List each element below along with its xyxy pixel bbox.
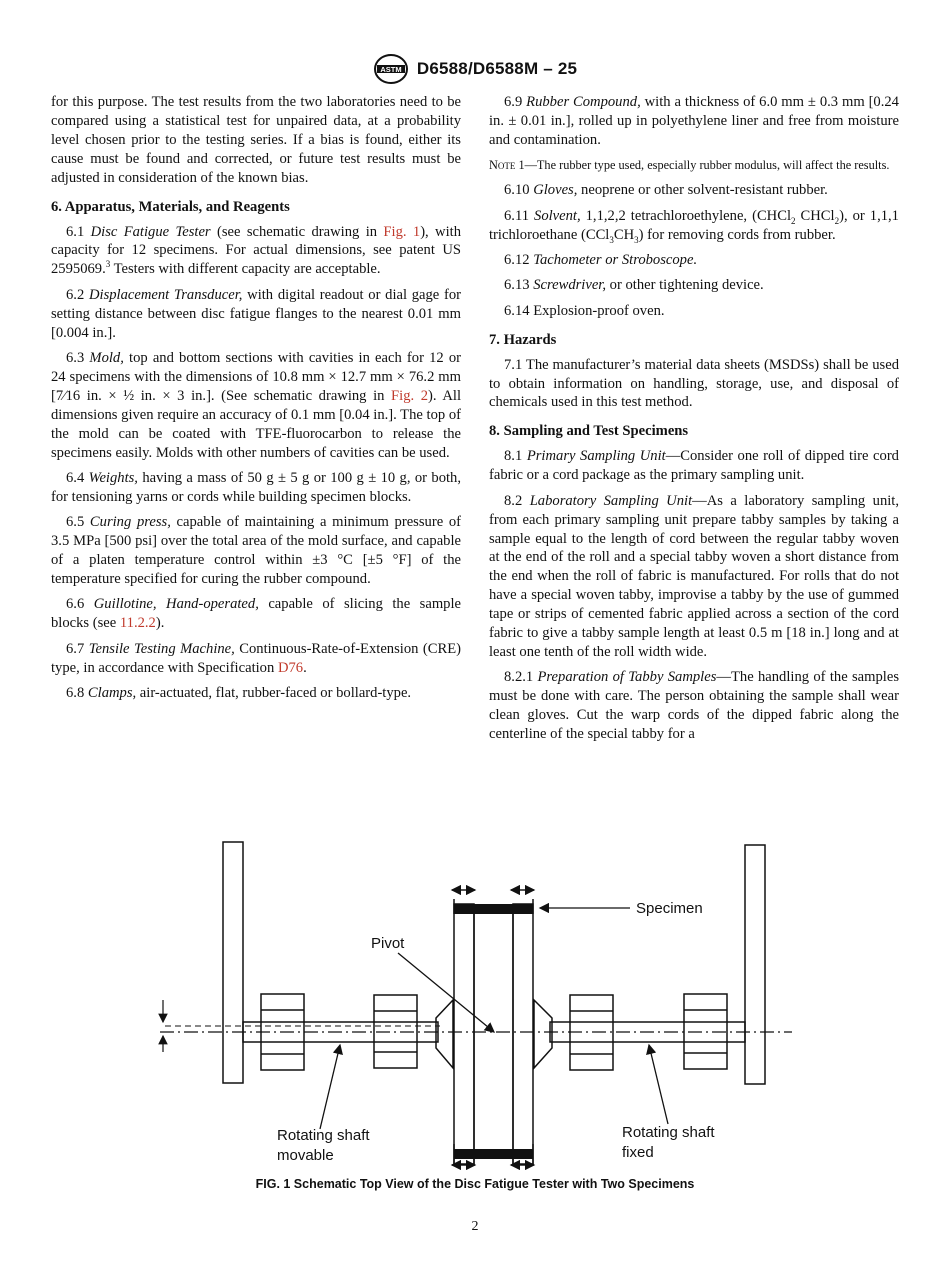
paragraph-continuation: for this purpose. The test results from the two laboratories need to be compared using a statistical test for unpaired data, at a probability level chosen prior to the testing series. If a bias is found, either its cause must be found and corrected, or future test results must be adjusted in consideration of the known bias. — [51, 94, 461, 186]
link-fig-2[interactable]: Fig. 2 — [391, 387, 429, 404]
paragraph-6-12: 6.12 Tachometer or Stroboscope. — [504, 251, 698, 268]
astm-logo-icon — [373, 53, 409, 85]
paragraph-6-9: 6.9 Rubber Compound, with a thickness of 6.0 mm ± 0.3 mm [0.24 in. ± 0.01 in.], rolled up in polyethylene liner and free from moisture and contamination. — [489, 94, 899, 148]
paragraph-6-5: 6.5 Curing press, capable of maintaining a minimum pressure of 3.5 MPa [500 psi] over the total area of the mold surface, and capable of a platen temperature control within ±3 °C [±5 °F] of the temperature specified for curing the rubber compound. — [51, 514, 461, 587]
specimen-top — [454, 904, 533, 914]
pivot-leader — [398, 953, 494, 1032]
page-number: 2 — [471, 1219, 479, 1234]
right-disc — [513, 904, 533, 1164]
left-disc — [454, 904, 474, 1164]
paragraph-6-8: 6.8 Clamps, air-actuated, flat, rubber-faced or bollard-type. — [66, 684, 412, 701]
link-d76[interactable]: D76 — [277, 659, 304, 676]
label-fixed-line-1: Rotating shaft — [622, 1124, 715, 1141]
paragraph-6-7: 6.7 Tensile Testing Machine, Continuous-Rate-of-Extension (CRE) type, in accordance with Specification D76. — [51, 640, 461, 676]
paragraph-6-1: 6.1 Disc Fatigue Tester (see schematic drawing in Fig. 1), with capacity for 12 specimens. For actual dimensions, see patent US 2595069.$^3$ Testers with different capacity are acceptable. — [51, 223, 461, 278]
paragraph-8-2: 8.2 Laboratory Sampling Unit—As a laboratory sampling unit, from each primary sampling unit prepare tabby samples by taking a sample equal to the length of cord between the regular tabby woven at the end of the roll and a special tabby woven a short distance from the end when the roll of fabric is manufactured. For rolls that do not have a special woven tabby, improvise a tabby by the use of gummed tape or strips of cemented fabric applied across a section of the cord fabric to give a tabby sample length at least 0.5 m [18 in.] long and at least one tenth of the roll width wide. — [489, 492, 899, 660]
label-pivot: Pivot — [371, 935, 405, 952]
paragraph-8-1: 8.1 Primary Sampling Unit—Consider one roll of dipped tire cord fabric or a cord package as the primary sampling unit. — [489, 448, 899, 484]
paragraph-6-6: 6.6 Guillotine, Hand-operated, capable of slicing the sample blocks (see 11.2.2). — [51, 596, 462, 632]
paragraph-6-10: 6.10 Gloves, neoprene or other solvent-resistant rubber. — [504, 182, 828, 199]
paragraph-8-2-1: 8.2.1 Preparation of Tabby Samples—The handling of the samples must be done with care. The person obtaining the sample shall wear clean gloves. Cut the warp cords of the dipped fabric along the centerline of the special tabby for a — [489, 669, 899, 743]
figure-1-schematic — [150, 832, 800, 1172]
link-fig-1[interactable]: Fig. 1 — [383, 223, 421, 240]
paragraph-6-14: 6.14 Explosion-proof oven. — [504, 302, 665, 319]
paragraph-7-1: 7.1 The manufacturer’s material data sheets (MSDSs) shall be used to obtain information on handling, storage, use, and disposal of chemicals used in this test method. — [489, 356, 899, 411]
right-end-plate — [745, 845, 765, 1084]
logo-text: ASTM — [380, 65, 402, 74]
note-1: Note 1—The rubber type used, especially rubber modulus, will affect the results. — [489, 157, 890, 172]
label-fixed-line-2: fixed — [622, 1144, 654, 1161]
paragraph-6-13: 6.13 Screwdriver, or other tightening device. — [504, 277, 764, 294]
paragraph-6-4: 6.4 Weights, having a mass of 50 g ± 5 g or 100 g ± 10 g, or both, for tensioning yarns or cords while building specimen blocks. — [51, 469, 461, 505]
term-disc-fatigue-tester: Disc Fatigue Tester — [90, 223, 211, 240]
left-column — [51, 93, 461, 709]
specimen-bottom — [454, 1149, 533, 1159]
section-heading-6: 6. Apparatus, Materials, and Reagents — [51, 198, 290, 215]
figure-1-caption: FIG. 1 Schematic Top View of the Disc Fatigue Tester with Two Specimens — [255, 1177, 695, 1191]
label-movable-line-2: movable — [277, 1147, 334, 1164]
section-heading-7: 7. Hazards — [489, 331, 557, 348]
document-designation: D6588/D6588M – 25 — [416, 59, 578, 78]
left-end-plate — [223, 842, 243, 1083]
fixed-shaft-leader — [649, 1045, 668, 1124]
paragraph-6-2: 6.2 Displacement Transducer, with digital readout or dial gage for setting distance between disc fatigue flanges to the nearest 0.01 mm [0.004 in.]. — [51, 286, 462, 341]
right-column — [489, 93, 899, 750]
movable-shaft-leader — [320, 1045, 340, 1129]
paragraph-6-3: 6.3 Mold, top and bottom sections with cavities in each for 12 or 24 specimens with the dimensions of 10.8 mm × 12.7 mm × 76.2 mm [7⁄16 in. × ½ in. × 3 in.]. (See schematic drawing in Fig. 2). All dimensions given require an accuracy of 0.1 mm [0.04 in.]. The top of the mold can be coated with TFE-fluorocarbon to release the specimens easily. Molds with other numbers of cavities can be used. — [51, 349, 461, 461]
section-heading-8: 8. Sampling and Test Specimens — [489, 423, 689, 440]
link-11-2-2[interactable]: 11.2.2 — [119, 615, 156, 632]
label-specimen: Specimen — [636, 900, 703, 917]
paragraph-6-11: 6.11 Solvent, 1,1,2,2 tetrachloroethylene, (CHCl$_2$ CHCl$_2$), or 1,1,1 trichloroethane $(CCl_3CH_3)$ for removing cords from rubber. — [489, 207, 899, 245]
page-header — [0, 52, 950, 86]
label-movable-line-1: Rotating shaft — [277, 1127, 370, 1144]
